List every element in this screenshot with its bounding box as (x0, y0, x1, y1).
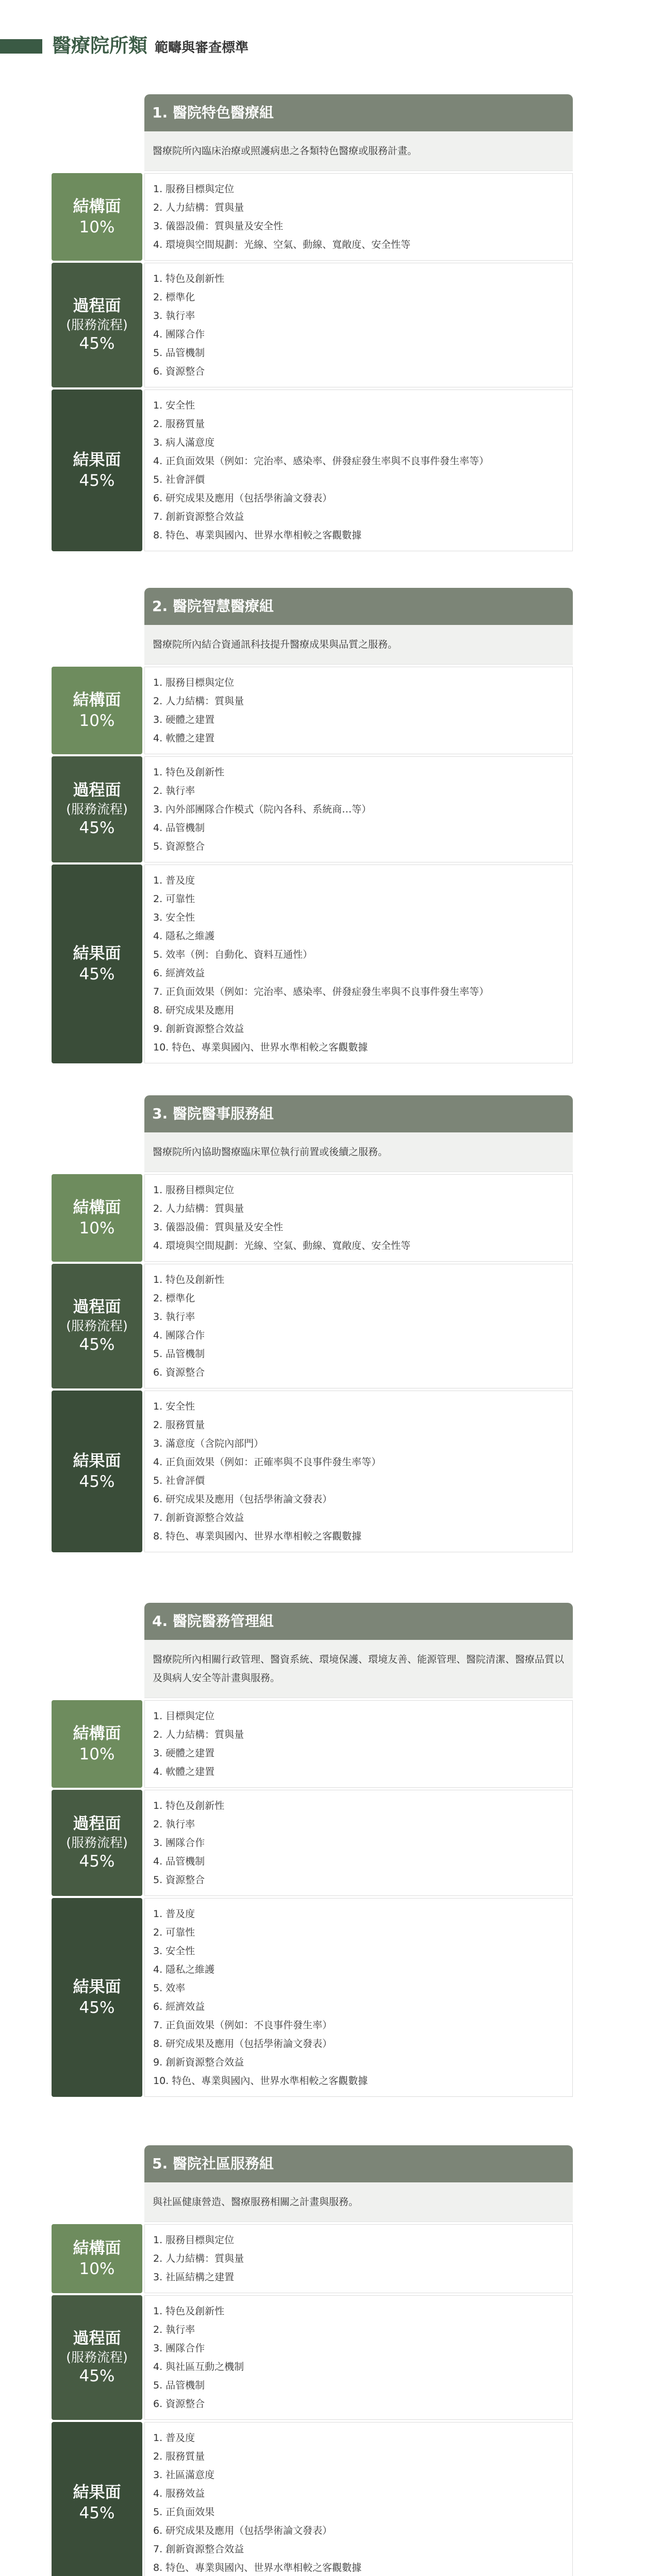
criteria-row-proc (52, 756, 573, 862)
criteria-item: 7. 創新資源整合效益 (153, 1512, 244, 1523)
criteria-item: 2. 服務質量 (153, 1419, 205, 1431)
struct-label-name: 結構面 (73, 197, 121, 216)
struct-criteria-list (144, 1174, 573, 1262)
criteria-item: 3. 儀器設備：質與量及安全性 (153, 1222, 284, 1233)
criteria-item: 5. 社會評價 (153, 1475, 205, 1486)
criteria-item: 5. 正負面效果 (153, 2506, 215, 2518)
struct-label (52, 2224, 142, 2293)
criteria-item: 3. 病人滿意度 (153, 437, 215, 448)
struct-criteria-list (144, 1700, 573, 1788)
criteria-row-proc (52, 1264, 573, 1388)
result-weight: 45% (79, 1998, 115, 2017)
proc-label-sub: (服務流程) (66, 317, 128, 332)
criteria-row-struct (52, 173, 573, 261)
criteria-item: 3. 滿意度（含院內部門） (153, 1438, 264, 1449)
header-accent-bar (0, 39, 42, 54)
criteria-item: 3. 硬體之建置 (153, 714, 215, 725)
criteria-item: 5. 效率（例：自動化、資料互通性） (153, 949, 313, 960)
criteria-item: 2. 人力結構：質與量 (153, 2253, 244, 2264)
criteria-item: 2. 人力結構：質與量 (153, 202, 244, 213)
criteria-row-proc (52, 263, 573, 387)
category-section (52, 2145, 573, 2576)
criteria-item: 5. 效率 (153, 1982, 186, 1994)
criteria-item: 4. 與社區互動之機制 (153, 2361, 244, 2372)
struct-label-name: 結構面 (73, 1724, 121, 1743)
criteria-item: 3. 安全性 (153, 912, 195, 923)
criteria-item: 3. 安全性 (153, 1945, 195, 1957)
section-title: 3. 醫院醫事服務組 (144, 1095, 573, 1132)
criteria-item: 3. 內外部團隊合作模式（院內各科、系統商…等） (153, 804, 372, 815)
criteria-item: 1. 服務目標與定位 (153, 677, 235, 688)
criteria-item: 1. 特色及創新性 (153, 767, 225, 778)
criteria-item: 4. 軟體之建置 (153, 1766, 215, 1777)
criteria-row-struct (52, 1700, 573, 1788)
category-section (52, 588, 573, 1063)
criteria-item: 8. 研究成果及應用 (153, 1005, 235, 1016)
category-section (52, 1603, 573, 2097)
criteria-item: 4. 品管機制 (153, 822, 205, 834)
struct-criteria-list (144, 173, 573, 261)
criteria-item: 3. 執行率 (153, 1311, 195, 1323)
criteria-item: 3. 團隊合作 (153, 1837, 205, 1849)
criteria-item: 3. 硬體之建置 (153, 1748, 215, 1759)
proc-label (52, 1264, 142, 1388)
criteria-item: 2. 服務質量 (153, 418, 205, 430)
proc-label-name: 過程面 (73, 781, 121, 800)
criteria-item: 8. 特色、專業與國內、世界水準相較之客觀數據 (153, 1531, 362, 1542)
struct-criteria-list (144, 2224, 573, 2293)
proc-weight: 45% (79, 819, 115, 838)
section-title: 1. 醫院特色醫療組 (144, 94, 573, 131)
struct-label (52, 1700, 142, 1788)
struct-label-name: 結構面 (73, 2239, 121, 2258)
criteria-item: 4. 正負面效果（例如：正確率與不良事件發生率等） (153, 1456, 382, 1468)
criteria-item: 2. 標準化 (153, 292, 195, 303)
criteria-item: 3. 儀器設備：質與量及安全性 (153, 221, 284, 232)
criteria-item: 4. 軟體之建置 (153, 733, 215, 744)
result-label (52, 865, 142, 1063)
proc-label (52, 1790, 142, 1896)
struct-weight: 10% (79, 711, 115, 730)
criteria-row-struct (52, 1174, 573, 1262)
criteria-item: 9. 創新資源整合效益 (153, 1023, 244, 1035)
criteria-item: 3. 團隊合作 (153, 2343, 205, 2354)
proc-label-sub: (服務流程) (66, 1318, 128, 1333)
criteria-item: 5. 品管機制 (153, 347, 205, 359)
criteria-item: 2. 人力結構：質與量 (153, 1729, 244, 1740)
criteria-item: 5. 社會評價 (153, 474, 205, 485)
result-label-name: 結果面 (73, 1977, 121, 1996)
criteria-item: 7. 正負面效果（例如：不良事件發生率） (153, 2020, 333, 2031)
criteria-row-result (52, 389, 573, 551)
criteria-row-proc (52, 2295, 573, 2420)
result-criteria-list (144, 1898, 573, 2097)
page-title: 醫療院所類 範疇與審查標準 (52, 35, 249, 57)
proc-label-name: 過程面 (73, 1298, 121, 1317)
criteria-item: 1. 服務目標與定位 (153, 183, 235, 195)
section-title: 4. 醫院醫務管理組 (144, 1603, 573, 1640)
criteria-item: 8. 特色、專業與國內、世界水準相較之客觀數據 (153, 2562, 362, 2573)
result-label (52, 1391, 142, 1552)
proc-label-name: 過程面 (73, 297, 121, 316)
criteria-item: 3. 執行率 (153, 310, 195, 321)
criteria-item: 6. 資源整合 (153, 366, 205, 377)
criteria-item: 4. 正負面效果（例如：完治率、感染率、併發症發生率與不良事件發生率等） (153, 455, 489, 467)
category-section (52, 94, 573, 551)
proc-criteria-list (144, 1264, 573, 1388)
criteria-item: 1. 特色及創新性 (153, 1274, 225, 1285)
criteria-row-result (52, 1391, 573, 1552)
criteria-item: 1. 服務目標與定位 (153, 2234, 235, 2246)
criteria-row-struct (52, 2224, 573, 2293)
criteria-item: 4. 服務效益 (153, 2488, 205, 2499)
proc-criteria-list (144, 2295, 573, 2420)
criteria-item: 1. 服務目標與定位 (153, 1184, 235, 1196)
criteria-item: 2. 可靠性 (153, 893, 195, 905)
criteria-item: 3. 社區結構之建置 (153, 2272, 235, 2283)
proc-label-name: 過程面 (73, 1815, 121, 1834)
criteria-item: 1. 特色及創新性 (153, 2306, 225, 2317)
result-label-name: 結果面 (73, 450, 121, 469)
section-description: 與社區健康營造、醫療服務相關之計畫與服務。 (144, 2182, 573, 2222)
section-title: 5. 醫院社區服務組 (144, 2145, 573, 2182)
criteria-item: 4. 團隊合作 (153, 329, 205, 340)
criteria-item: 5. 資源整合 (153, 1874, 205, 1886)
criteria-item: 9. 創新資源整合效益 (153, 2057, 244, 2068)
section-description: 醫療院所內結合資通訊科技提升醫療成果與品質之服務。 (144, 625, 573, 665)
criteria-item: 4. 隱私之維護 (153, 930, 215, 942)
criteria-item: 6. 研究成果及應用（包括學術論文發表） (153, 493, 333, 504)
section-description: 醫療院所內協助醫療臨床單位執行前置或後續之服務。 (144, 1132, 573, 1172)
category-section (52, 1095, 573, 1552)
proc-label-sub: (服務流程) (66, 801, 128, 817)
proc-label (52, 2295, 142, 2420)
result-weight: 45% (79, 965, 115, 984)
proc-label (52, 263, 142, 387)
criteria-item: 1. 目標與定位 (153, 1710, 215, 1722)
criteria-item: 4. 品管機制 (153, 1856, 205, 1867)
result-label-name: 結果面 (73, 1451, 121, 1470)
criteria-item: 2. 標準化 (153, 1293, 195, 1304)
struct-label-name: 結構面 (73, 1198, 121, 1217)
result-criteria-list (144, 865, 573, 1063)
struct-weight: 10% (79, 2260, 115, 2278)
result-weight: 45% (79, 1472, 115, 1491)
criteria-item: 2. 服務質量 (153, 2451, 205, 2462)
page-header (0, 34, 645, 58)
result-criteria-list (144, 389, 573, 551)
struct-label (52, 1174, 142, 1262)
criteria-item: 8. 特色、專業與國內、世界水準相較之客觀數據 (153, 530, 362, 541)
result-label (52, 389, 142, 551)
proc-criteria-list (144, 263, 573, 387)
result-label-name: 結果面 (73, 2483, 121, 2502)
proc-criteria-list (144, 756, 573, 862)
result-weight: 45% (79, 471, 115, 490)
criteria-item: 2. 人力結構：質與量 (153, 696, 244, 707)
criteria-item: 1. 安全性 (153, 1401, 195, 1412)
criteria-item: 6. 資源整合 (153, 1367, 205, 1378)
criteria-item: 6. 資源整合 (153, 2398, 205, 2410)
struct-weight: 10% (79, 1745, 115, 1764)
proc-label (52, 756, 142, 862)
proc-weight: 45% (79, 2367, 115, 2386)
struct-label (52, 173, 142, 261)
criteria-item: 10. 特色、專業與國內、世界水準相較之客觀數據 (153, 2075, 368, 2087)
criteria-item: 5. 品管機制 (153, 1348, 205, 1360)
struct-weight: 10% (79, 218, 115, 236)
struct-weight: 10% (79, 1219, 115, 1238)
result-criteria-list (144, 1391, 573, 1552)
proc-criteria-list (144, 1790, 573, 1896)
struct-label-name: 結構面 (73, 690, 121, 709)
criteria-item: 4. 環境與空間規劃：光線、空氣、動線、寬敞度、安全性等 (153, 1240, 411, 1251)
criteria-item: 6. 研究成果及應用（包括學術論文發表） (153, 1494, 333, 1505)
criteria-item: 6. 研究成果及應用（包括學術論文發表） (153, 2525, 333, 2536)
criteria-item: 10. 特色、專業與國內、世界水準相較之客觀數據 (153, 1042, 368, 1053)
criteria-row-result (52, 2422, 573, 2576)
proc-label-name: 過程面 (73, 2329, 121, 2348)
criteria-row-result (52, 1898, 573, 2097)
criteria-item: 1. 普及度 (153, 1908, 195, 1920)
result-label (52, 2422, 142, 2576)
proc-label-sub: (服務流程) (66, 1835, 128, 1850)
criteria-item: 4. 環境與空間規劃：光線、空氣、動線、寬敞度、安全性等 (153, 239, 411, 250)
result-weight: 45% (79, 2504, 115, 2522)
criteria-item: 1. 特色及創新性 (153, 1800, 225, 1811)
criteria-row-proc (52, 1790, 573, 1896)
criteria-item: 2. 可靠性 (153, 1927, 195, 1938)
criteria-item: 7. 正負面效果（例如：完治率、感染率、併發症發生率與不良事件發生率等） (153, 986, 489, 997)
criteria-item: 7. 創新資源整合效益 (153, 511, 244, 522)
criteria-item: 1. 安全性 (153, 400, 195, 411)
result-label-name: 結果面 (73, 944, 121, 963)
page-subtitle: 範疇與審查標準 (155, 40, 249, 56)
struct-label (52, 667, 142, 754)
criteria-row-result (52, 865, 573, 1063)
proc-label-sub: (服務流程) (66, 2349, 128, 2365)
struct-criteria-list (144, 667, 573, 754)
criteria-item: 5. 品管機制 (153, 2380, 205, 2391)
criteria-item: 1. 特色及創新性 (153, 273, 225, 284)
section-title: 2. 醫院智慧醫療組 (144, 588, 573, 625)
criteria-item: 6. 經濟效益 (153, 968, 205, 979)
criteria-item: 1. 普及度 (153, 2432, 195, 2444)
criteria-item: 2. 執行率 (153, 785, 195, 796)
proc-weight: 45% (79, 334, 115, 353)
criteria-item: 4. 團隊合作 (153, 1330, 205, 1341)
criteria-item: 3. 社區滿意度 (153, 2469, 215, 2481)
result-label (52, 1898, 142, 2097)
criteria-item: 7. 創新資源整合效益 (153, 2544, 244, 2555)
criteria-item: 2. 人力結構：質與量 (153, 1203, 244, 1214)
proc-weight: 45% (79, 1852, 115, 1871)
criteria-item: 6. 經濟效益 (153, 2001, 205, 2012)
criteria-row-struct (52, 667, 573, 754)
criteria-item: 8. 研究成果及應用（包括學術論文發表） (153, 2038, 333, 2049)
criteria-item: 4. 隱私之維護 (153, 1964, 215, 1975)
section-description: 醫療院所內相關行政管理、醫資系統、環境保護、環境友善、能源管理、醫院清潔、醫療品質以及與病人安全等計畫與服務。 (144, 1640, 573, 1698)
section-description: 醫療院所內臨床治療或照護病患之各類特色醫療或服務計畫。 (144, 131, 573, 171)
proc-weight: 45% (79, 1335, 115, 1354)
criteria-item: 5. 資源整合 (153, 841, 205, 852)
criteria-item: 2. 執行率 (153, 1819, 195, 1830)
criteria-item: 1. 普及度 (153, 875, 195, 886)
result-criteria-list (144, 2422, 573, 2576)
criteria-item: 2. 執行率 (153, 2324, 195, 2335)
